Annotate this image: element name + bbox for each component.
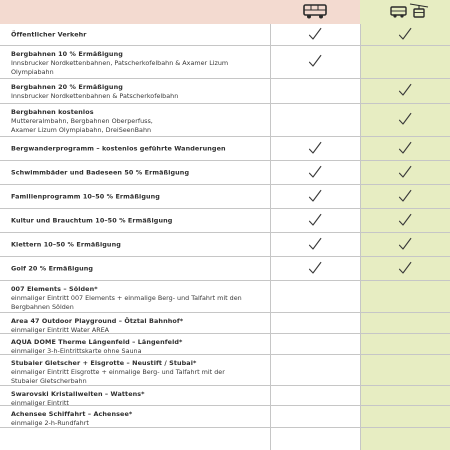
row-title: AQUA DOME Therme Längenfeld – Längenfeld* <box>11 338 183 346</box>
row-title: Swarovski Kristallwelten – Wattens* <box>11 390 145 398</box>
table-row <box>0 185 450 209</box>
row-title: Bergbahnen kostenlos <box>11 108 94 116</box>
row-subtitle: einmaliger Eintritt Eisgrotte + einmalige Berg- und Talfahrt mit der <box>11 368 225 376</box>
row-title: Schwimmbäder und Badeseen 50 % Ermäßigung <box>11 168 190 176</box>
row-label <box>11 410 266 428</box>
table-row <box>0 313 450 334</box>
table-row <box>0 406 450 428</box>
table-row <box>0 104 450 137</box>
table-row <box>0 79 450 104</box>
row-title: 007 Elements – Sölden* <box>11 285 98 293</box>
checkmark-icon <box>398 112 412 126</box>
table-row <box>0 257 450 281</box>
row-subtitle: einmaliger Eintritt <box>11 399 69 407</box>
table-row <box>0 209 450 233</box>
row-title: Kultur und Brauchtum 10–50 % Ermäßigung <box>11 216 173 224</box>
checkmark-icon <box>398 165 412 179</box>
checkmark-icon <box>398 261 412 275</box>
table-row <box>0 355 450 386</box>
checkmark-icon <box>398 83 412 97</box>
row-subtitle: Olympiabahn <box>11 68 54 76</box>
row-subtitle: einmaliger Eintritt 007 Elements + einmalige Berg- und Talfahrt mit den <box>11 294 242 302</box>
table-row <box>0 281 450 313</box>
row-label <box>11 168 266 177</box>
row-subtitle: Muttereralmbahn, Bergbahnen Oberperfuss, <box>11 117 153 125</box>
table-row <box>0 386 450 406</box>
row-title: Achensee Schiffahrt – Achensee* <box>11 410 133 418</box>
checkmark-icon <box>308 27 322 41</box>
row-subtitle: Stubaier Gletscherbahn <box>11 377 87 385</box>
row-subtitle: einmaliger 3-h-Eintrittskarte ohne Sauna <box>11 347 142 355</box>
row-label <box>11 50 266 77</box>
table-row <box>0 46 450 79</box>
row-label <box>11 83 266 101</box>
row-label <box>11 240 266 249</box>
row-label <box>11 30 266 39</box>
row-title: Bergbahnen 10 % Ermäßigung <box>11 50 123 58</box>
checkmark-icon <box>398 141 412 155</box>
row-label <box>11 264 266 273</box>
bus-and-cable-car-icon <box>390 2 418 20</box>
checkmark-icon <box>308 141 322 155</box>
row-title: Bergbahnen 20 % Ermäßigung <box>11 83 123 91</box>
row-label <box>11 216 266 225</box>
row-subtitle: Axamer Lizum Olympiabahn, DreiSeenBahn <box>11 126 152 134</box>
checkmark-icon <box>308 189 322 203</box>
checkmark-icon <box>398 27 412 41</box>
row-title: Stubaier Gletscher + Eisgrotte – Neustift / Stubai* <box>11 359 197 367</box>
checkmark-icon <box>308 213 322 227</box>
row-label <box>11 108 266 135</box>
checkmark-icon <box>308 165 322 179</box>
bus-icon <box>301 2 329 20</box>
row-subtitle: Bergbahnen Sölden <box>11 303 74 311</box>
row-title: Bergwanderprogramm – kostenlos geführte Wanderungen <box>11 144 226 152</box>
table-row <box>0 161 450 185</box>
row-subtitle: Innsbrucker Nordkettenbahnen & Patscherkofelbahn <box>11 92 179 100</box>
table-header <box>0 0 450 24</box>
checkmark-icon <box>308 237 322 251</box>
row-subtitle: einmaliger Eintritt Water AREA <box>11 326 110 334</box>
row-label <box>11 144 266 153</box>
table-row <box>0 334 450 355</box>
row-label <box>11 317 266 335</box>
row-subtitle: einmalige 2-h-Rundfahrt <box>11 419 89 427</box>
row-label <box>11 192 266 201</box>
checkmark-icon <box>308 261 322 275</box>
table-row <box>0 137 450 161</box>
checkmark-icon <box>398 189 412 203</box>
table-row <box>0 233 450 257</box>
row-label <box>11 359 266 386</box>
row-title: Golf 20 % Ermäßigung <box>11 264 94 272</box>
row-title: Area 47 Outdoor Playground – Ötztal Bahnhof* <box>11 317 184 325</box>
table-row <box>0 24 450 46</box>
row-title: Öffentlicher Verkehr <box>11 30 87 38</box>
benefits-table <box>0 24 450 450</box>
row-label <box>11 285 266 312</box>
checkmark-icon <box>398 237 412 251</box>
row-subtitle: Innsbrucker Nordkettenbahnen, Patscherkofelbahn & Axamer Lizum <box>11 59 229 67</box>
row-label <box>11 338 266 356</box>
row-title: Familienprogramm 10–50 % Ermäßigung <box>11 192 160 200</box>
checkmark-icon <box>398 213 412 227</box>
checkmark-icon <box>308 54 322 68</box>
row-title: Klettern 10–50 % Ermäßigung <box>11 240 121 248</box>
